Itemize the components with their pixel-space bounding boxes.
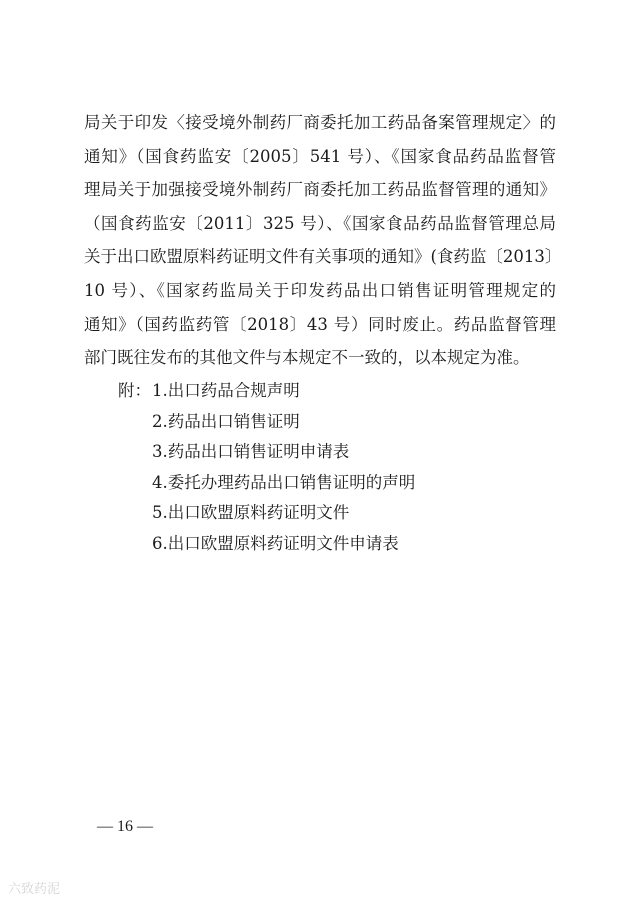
attachment-item bbox=[118, 376, 415, 407]
attachment-item bbox=[118, 437, 415, 468]
paragraph-line: 通知》（国药监药管〔2018〕43 号）同时废止。药品监督管理 bbox=[84, 314, 556, 334]
attachment-item bbox=[118, 407, 415, 438]
attachments-prefix: 附： bbox=[118, 381, 151, 400]
paragraph-line: 10 号）、《国家药监局关于印发药品出口销售证明管理规定的 bbox=[84, 280, 556, 300]
attachment-title: 5.出口欧盟原料药证明文件 bbox=[152, 503, 350, 522]
paragraph-line: 理局关于加强接受境外制药厂商委托加工药品监督管理的通知》 bbox=[84, 180, 556, 200]
attachment-title: 2.药品出口销售证明 bbox=[152, 411, 300, 431]
attachments-list bbox=[118, 376, 415, 559]
paragraph-line: 部门既往发布的其他文件与本规定不一致的，以本规定为准。 bbox=[84, 348, 530, 368]
watermark-logo: 六致药泥 bbox=[8, 882, 61, 897]
attachment-title: 1.出口药品合规声明 bbox=[152, 381, 300, 400]
attachment-item bbox=[118, 529, 415, 560]
paragraph-line: （国食药监安〔2011〕325 号）、《国家食品药品监督管理总局 bbox=[84, 213, 556, 233]
paragraph-line: 通知》（国食药监安〔2005〕541 号）、《国家食品药品监督管 bbox=[84, 146, 556, 166]
body-paragraph bbox=[84, 106, 562, 375]
paragraph-line: 局关于印发〈接受境外制药厂商委托加工药品备案管理规定〉的 bbox=[84, 113, 556, 132]
attachment-title: 6.出口欧盟原料药证明文件申请表 bbox=[152, 533, 399, 553]
attachment-title: 3.药品出口销售证明申请表 bbox=[152, 442, 350, 461]
paragraph-line: 关于出口欧盟原料药证明文件有关事项的通知》(食药监〔2013〕 bbox=[84, 247, 562, 267]
attachment-title: 4.委托办理药品出口销售证明的声明 bbox=[152, 472, 416, 492]
page-number: — 16 — bbox=[97, 818, 153, 835]
attachment-item bbox=[118, 468, 415, 499]
attachment-item bbox=[118, 498, 415, 529]
